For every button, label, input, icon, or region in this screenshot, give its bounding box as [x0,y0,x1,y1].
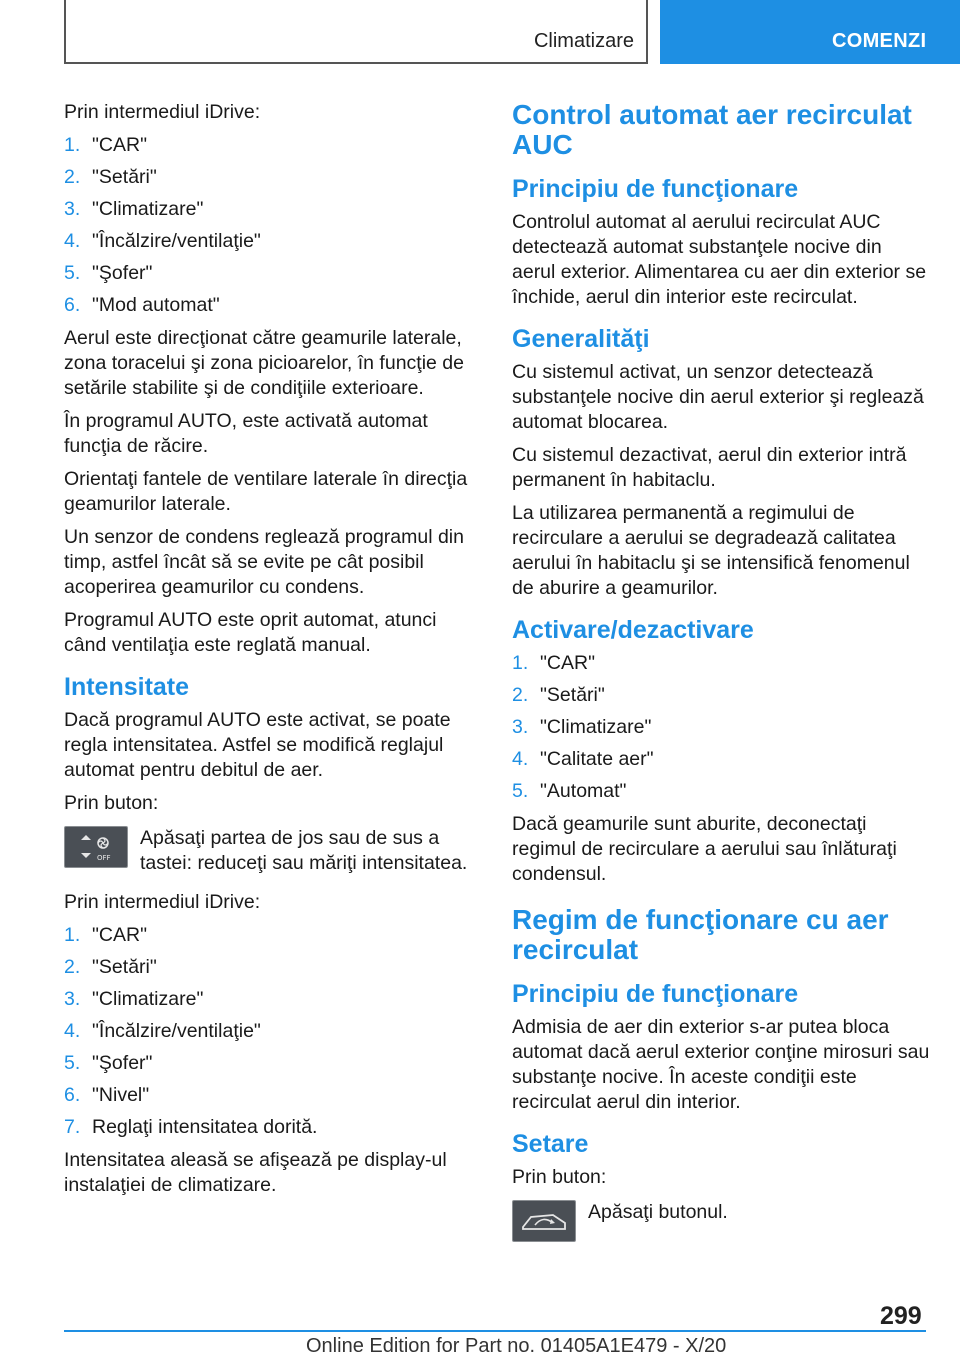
list-item: 3. "Climatizare" [64,988,204,1010]
list-item: 3. "Climatizare" [512,716,652,738]
steps-list-level [64,923,482,1140]
list-item: 4. "Încălzire/ventilaţie" [64,1020,261,1042]
edition-text: Online Edition for Part no. 01405A1E479 - X/20 [306,1335,727,1357]
right-column [512,100,930,1256]
heading-intensitate: Intensitate [64,673,190,701]
chapter-tab-label: COMENZI [832,30,927,52]
paragraph: Dacă programul AUTO este activat, se poate regla intensitatea. Astfel se modifică reglajul automat pentru debitul de aer. [64,709,451,781]
fan-intensity-button-icon [64,826,128,868]
list-item: 4. "Încălzire/ventilaţie" [64,230,261,252]
paragraph: Admisia de aer din exterior s-ar putea bloca automat dacă aerul exterior conţine mirosuri sau substanţe nocive. În aceste condiţii este recirculat aerul din interior. [512,1016,930,1113]
paragraph: Aerul este direcţionat către geamurile laterale, zona toracelui şi zona picioarelor, în funcţie de setările stabilite şi de condiţiile exterioare. [64,327,464,399]
paragraph: Dacă geamurile sunt aburite, deconectaţi regimul de recirculare a aerului sau înlăturaţi condensul. [512,813,897,885]
paragraph: Orientaţi fantele de ventilare laterale în direcţia geamurilor laterale. [64,468,468,515]
list-item: 7. Reglaţi intensitatea dorită. [64,1116,318,1138]
page-number: 299 [880,1302,922,1330]
paragraph: Cu sistemul activat, un senzor detectează substanţele nocive din aerul exterior şi reglează automat blocarea. [512,361,924,433]
button-instruction-text: Apăsaţi partea de jos sau de sus a tastei: reduceţi sau măriţi intensitatea. [140,827,468,874]
section-title: Climatizare [533,30,634,52]
steps-list-air-quality [512,651,930,804]
page-header [0,0,960,66]
heading-regim: Regim de funcţionare cu aer recirculat [512,904,889,965]
paragraph: La utilizarea permanentă a regimului de recirculare a aerului se degradează calitatea aerului în habitaclu şi se intensifică fenomenul de aburire a geamurilor. [512,502,910,599]
list-item: 1. "CAR" [64,924,148,946]
left-column [64,100,482,1206]
paragraph: Prin intermediul iDrive: [64,101,261,123]
chapter-tab[interactable] [660,0,960,64]
list-item: 5. "Şofer" [64,1052,153,1074]
list-item: 1. "CAR" [64,134,148,156]
button-instruction [64,826,482,876]
button-instruction [512,1200,930,1242]
button-instruction-text: Apăsaţi butonul. [588,1201,728,1223]
list-item: 6. "Nivel" [64,1084,150,1106]
section-title-box [64,0,648,64]
paragraph: Un senzor de condens reglează programul din timp, astfel încât să se evite pe cât posibil acoperirea geamurilor cu condens. [64,526,464,598]
paragraph: Prin buton: [512,1166,607,1188]
paragraph: Programul AUTO este oprit automat, atunci când ventilaţia este reglată manual. [64,609,437,656]
heading-setare: Setare [512,1130,589,1158]
list-item: 6. "Mod automat" [64,294,220,316]
paragraph: Prin buton: [64,792,159,814]
list-item: 5. "Şofer" [64,262,153,284]
heading-principiu: Principiu de funcţionare [512,175,799,203]
list-item: 2. "Setări" [64,956,157,978]
heading-activare: Activare/dezactivare [512,616,754,644]
paragraph: Intensitatea aleasă se afişează pe display-ul instalaţiei de climatizare. [64,1149,447,1196]
paragraph: Prin intermediul iDrive: [64,891,261,913]
paragraph: Cu sistemul dezactivat, aerul din exterior intră permanent în habitaclu. [512,444,907,491]
list-item: 3. "Climatizare" [64,198,204,220]
list-item: 1. "CAR" [512,652,596,674]
list-item: 2. "Setări" [64,166,157,188]
heading-principiu: Principiu de funcţionare [512,980,799,1008]
list-item: 4. "Calitate aer" [512,748,654,770]
list-item: 5. "Automat" [512,780,627,802]
list-item: 2. "Setări" [512,684,605,706]
footer-divider [64,1330,926,1332]
svg-text:OFF: OFF [97,854,111,862]
recirculation-button-icon [512,1200,576,1242]
paragraph: În programul AUTO, este activată automat funcţia de răcire. [64,410,428,457]
heading-generalitati: Generalităţi [512,325,650,353]
paragraph: Controlul automat al aerului recirculat AUC detectează automat substanţele nocive din aerul exterior. Alimentarea cu aer din exterior se închide, aerul din interior este recirculat. [512,211,927,308]
heading-auc: Control automat aer recirculat AUC [512,99,912,160]
steps-list-mode [64,133,482,318]
